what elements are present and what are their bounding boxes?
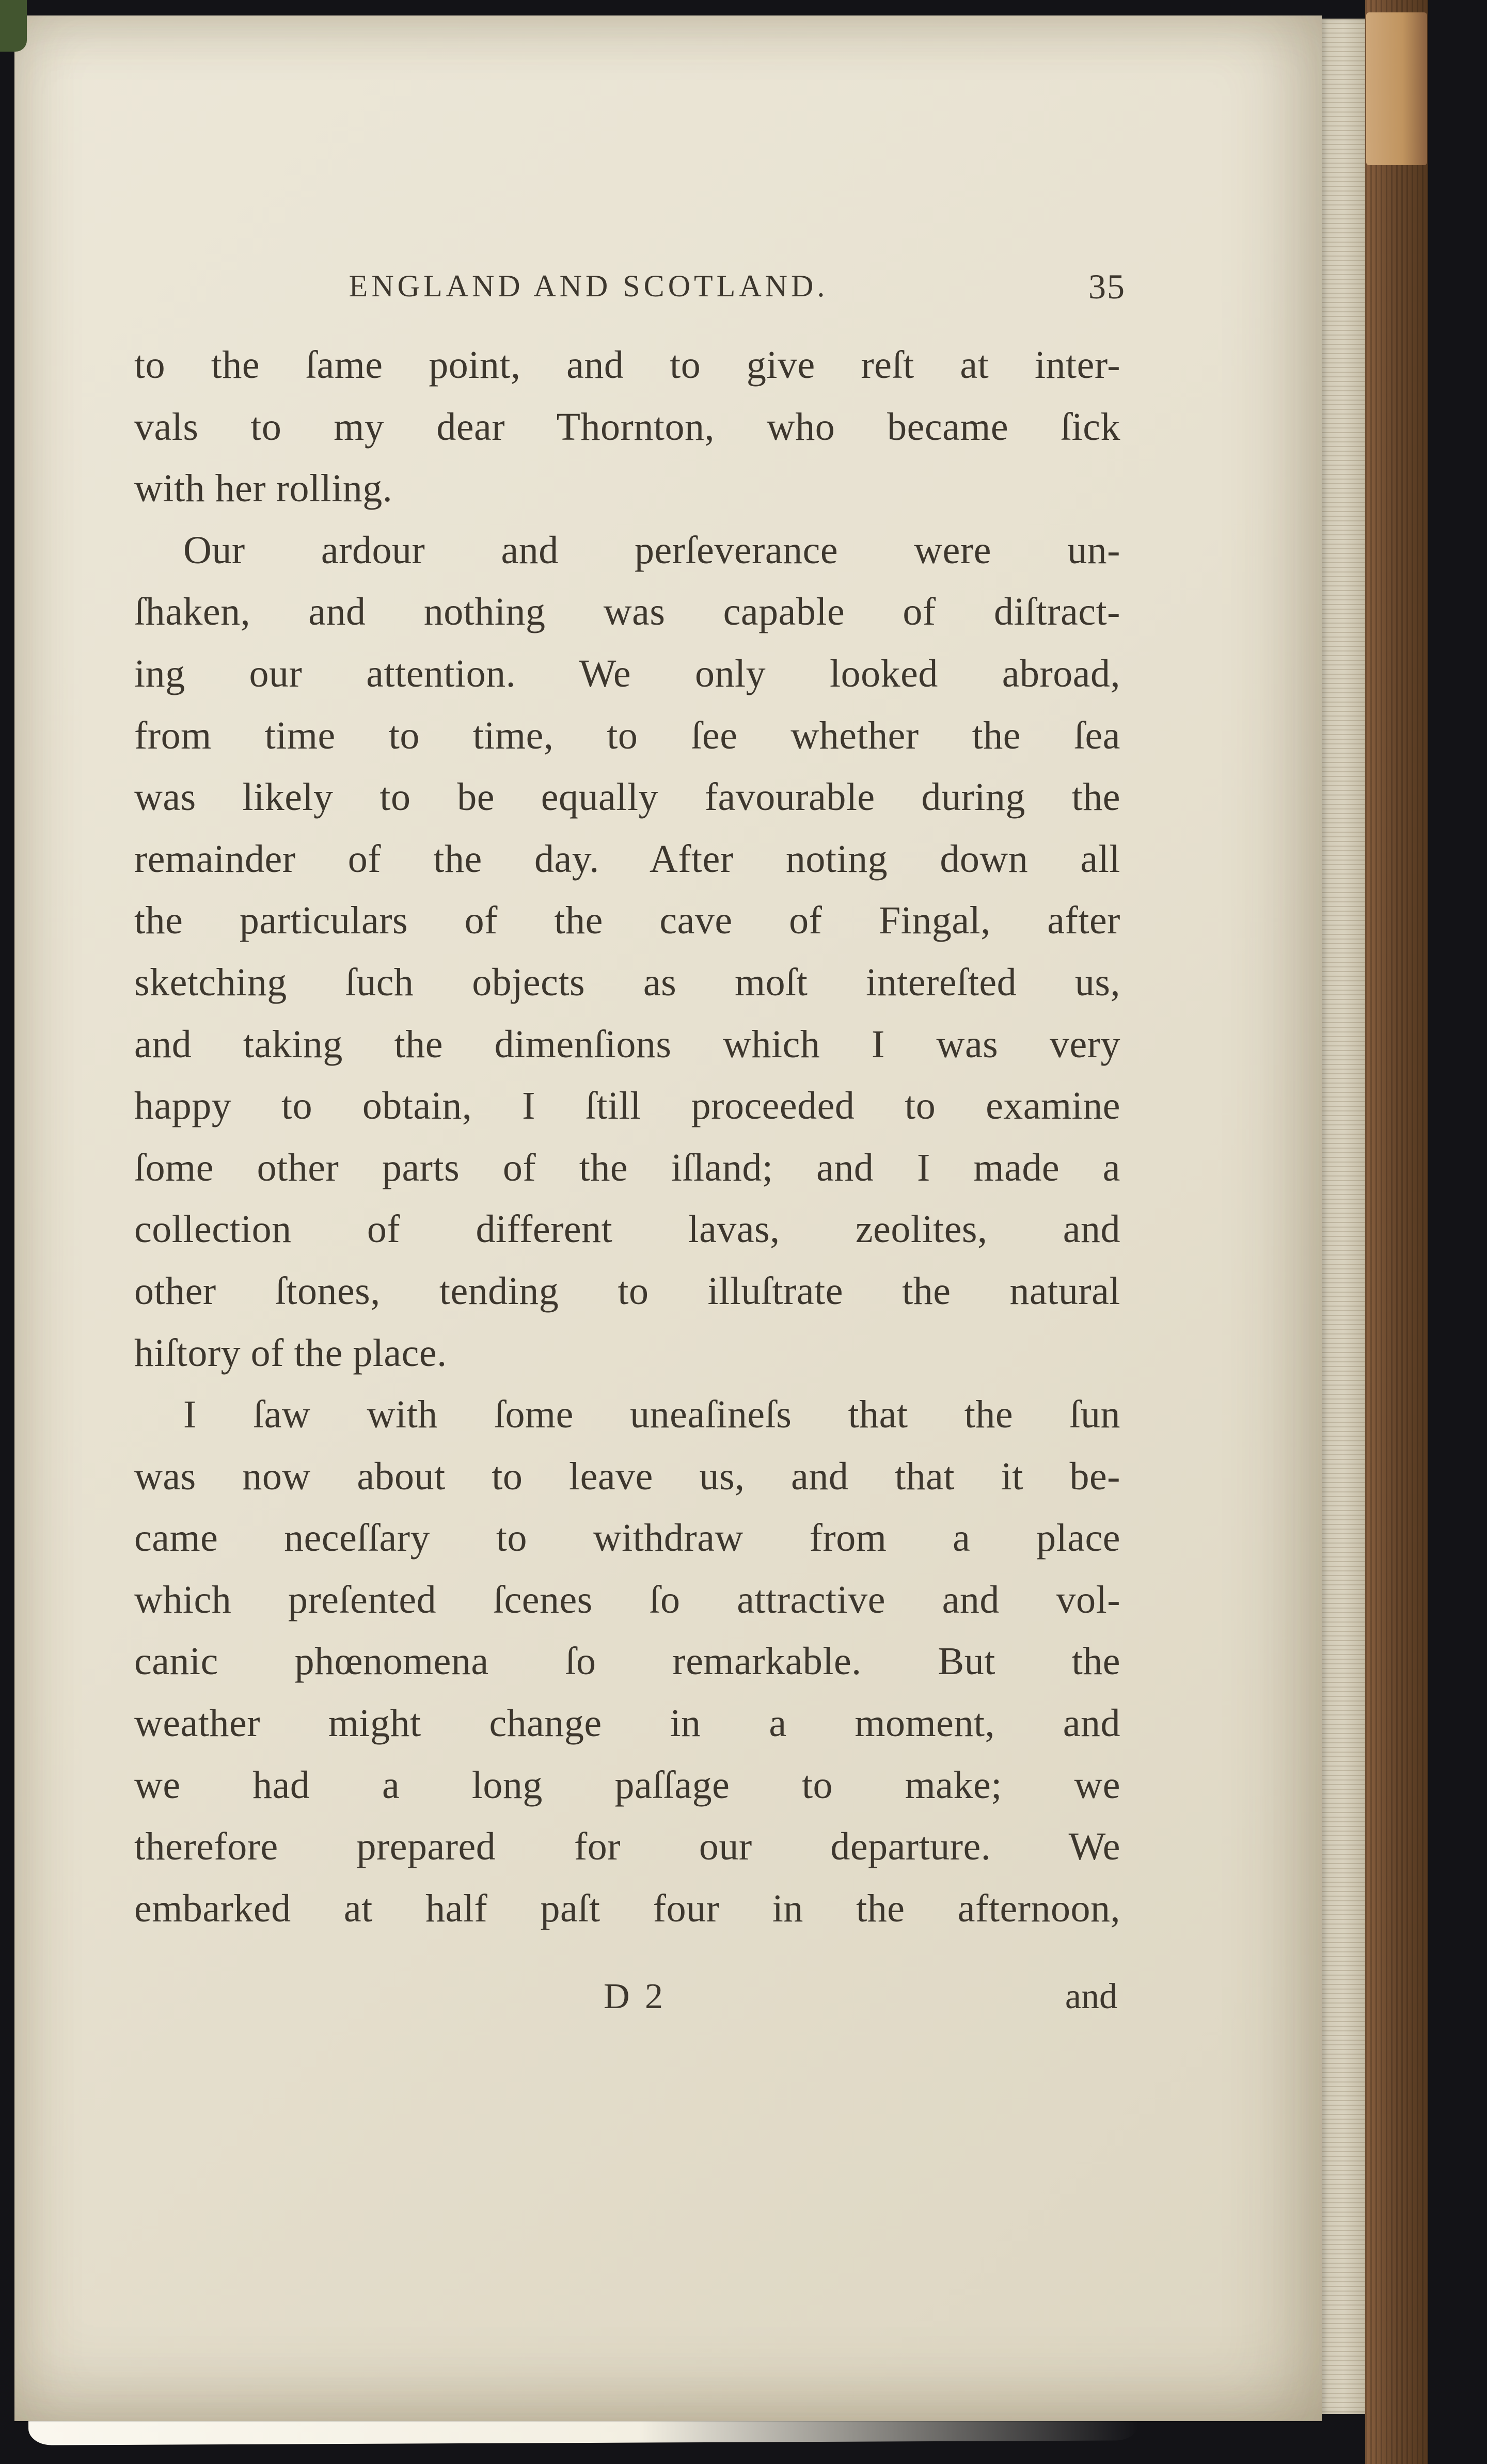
book-fore-edge <box>1322 19 1365 2414</box>
page-number: 35 <box>1088 267 1126 306</box>
text-line: came neceſſary to withdraw from a place <box>134 1516 1120 1560</box>
text-line: the particulars of the cave of Fingal, after <box>134 899 1120 943</box>
text-line: from time to time, to ſee whether the ſea <box>134 713 1120 757</box>
text-line: vals to my dear Thornton, who became ſick <box>134 405 1120 449</box>
text-line: therefore prepared for our departure. We <box>134 1825 1120 1869</box>
text-line: I ſaw with ſome uneaſineſs that the ſun <box>183 1393 1120 1437</box>
body-text <box>134 335 1120 1940</box>
text-line: ing our attention. We only looked abroad, <box>134 651 1120 695</box>
running-head <box>134 268 1131 315</box>
running-title: ENGLAND AND SCOTLAND. <box>349 269 829 303</box>
text-line: Our ardour and perſeverance were un- <box>183 528 1120 572</box>
signature-mark: D 2 <box>603 1977 667 2016</box>
text-line: ſome other parts of the iſland; and I made a <box>134 1146 1120 1189</box>
text-line: collection of different lavas, zeolites, and <box>134 1207 1120 1251</box>
catchword: and <box>1065 1977 1117 2016</box>
text-line: was likely to be equally favourable during the <box>134 775 1120 819</box>
text-line: hiſtory of the place. <box>134 1331 447 1375</box>
text-line: which preſented ſcenes ſo attractive and vol- <box>134 1578 1120 1622</box>
text-line: ſhaken, and nothing was capable of diſtract- <box>134 590 1120 634</box>
text-line: other ſtones, tending to illuſtrate the natural <box>134 1269 1120 1313</box>
text-line: and taking the dimenſions which I was very <box>134 1022 1120 1066</box>
text-line: to the ſame point, and to give reſt at inter- <box>134 343 1120 387</box>
green-corner-fragment <box>0 0 27 52</box>
book-cover-top-patch <box>1366 12 1427 165</box>
text-line: was now about to leave us, and that it be- <box>134 1454 1120 1498</box>
text-line: with her rolling. <box>134 467 393 511</box>
text-line: we had a long paſſage to make; we <box>134 1763 1120 1807</box>
text-line: canic phœnomena ſo remarkable. But the <box>134 1640 1120 1683</box>
footer-line <box>134 1976 1120 2038</box>
text-line: remainder of the day. After noting down all <box>134 837 1120 881</box>
book-page <box>14 15 1322 2421</box>
text-line: embarked at half paſt four in the afternoon, <box>134 1886 1120 1930</box>
text-line: weather might change in a moment, and <box>134 1702 1120 1745</box>
print-area <box>134 15 1131 2421</box>
text-line: happy to obtain, I ſtill proceeded to examine <box>134 1084 1120 1128</box>
book-cover-edge <box>1365 0 1428 2464</box>
text-line: sketching ſuch objects as moſt intereſted us, <box>134 960 1120 1004</box>
